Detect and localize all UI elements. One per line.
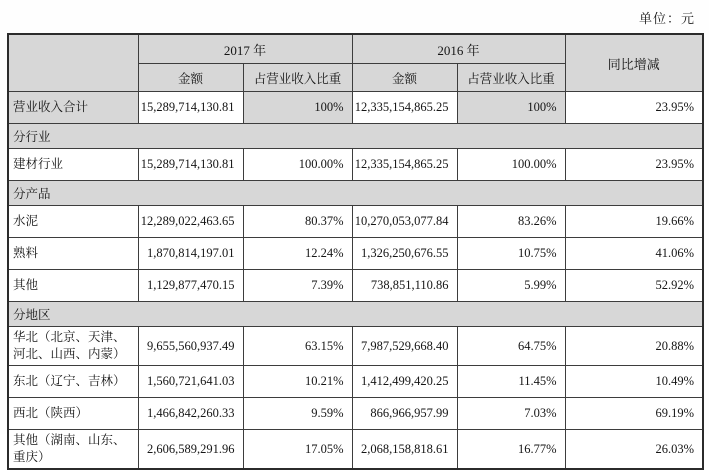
header-yoy-change: 同比增减 bbox=[565, 34, 703, 92]
share-2017: 17.05% bbox=[243, 430, 352, 470]
section-row bbox=[8, 302, 703, 327]
table-row bbox=[8, 149, 703, 181]
amount-2017: 1,466,842,260.33 bbox=[138, 398, 243, 430]
amount-2017: 15,289,714,130.81 bbox=[138, 92, 243, 124]
header-share-2016: 占营业收入比重 bbox=[457, 64, 565, 92]
share-2016: 7.03% bbox=[457, 398, 565, 430]
amount-2017: 1,129,877,470.15 bbox=[138, 270, 243, 302]
amount-2017: 1,560,721,641.03 bbox=[138, 366, 243, 398]
header-amount-2017: 金额 bbox=[138, 64, 243, 92]
amount-2017: 9,655,560,937.49 bbox=[138, 327, 243, 366]
amount-2017: 12,289,022,463.65 bbox=[138, 206, 243, 238]
amount-2016: 1,326,250,676.55 bbox=[352, 238, 457, 270]
header-year-2017: 2017 年 bbox=[138, 34, 352, 64]
share-2017: 63.15% bbox=[243, 327, 352, 366]
section-row bbox=[8, 124, 703, 149]
amount-2016: 12,335,154,865.25 bbox=[352, 149, 457, 181]
share-2017: 12.24% bbox=[243, 238, 352, 270]
share-2016: 16.77% bbox=[457, 430, 565, 470]
header-amount-2016: 金额 bbox=[352, 64, 457, 92]
amount-2016: 738,851,110.86 bbox=[352, 270, 457, 302]
share-2016: 10.75% bbox=[457, 238, 565, 270]
share-2016: 100% bbox=[457, 92, 565, 124]
row-label: 营业收入合计 bbox=[8, 92, 138, 124]
yoy-value: 19.66% bbox=[565, 206, 703, 238]
row-label: 西北（陕西） bbox=[8, 398, 138, 430]
table-row bbox=[8, 206, 703, 238]
amount-2017: 15,289,714,130.81 bbox=[138, 149, 243, 181]
amount-2016: 12,335,154,865.25 bbox=[352, 92, 457, 124]
amount-2016: 7,987,529,668.40 bbox=[352, 327, 457, 366]
share-2016: 11.45% bbox=[457, 366, 565, 398]
row-label: 建材行业 bbox=[8, 149, 138, 181]
table-row bbox=[8, 398, 703, 430]
share-2017: 9.59% bbox=[243, 398, 352, 430]
section-label: 分行业 bbox=[8, 124, 703, 149]
row-label: 熟料 bbox=[8, 238, 138, 270]
table-row bbox=[8, 327, 703, 366]
header-share-2017: 占营业收入比重 bbox=[243, 64, 352, 92]
section-row bbox=[8, 181, 703, 206]
header-year-2016: 2016 年 bbox=[352, 34, 565, 64]
yoy-value: 23.95% bbox=[565, 149, 703, 181]
amount-2017: 2,606,589,291.96 bbox=[138, 430, 243, 470]
yoy-value: 41.06% bbox=[565, 238, 703, 270]
amount-2017: 1,870,814,197.01 bbox=[138, 238, 243, 270]
header-empty-cell bbox=[8, 34, 138, 92]
share-2016: 83.26% bbox=[457, 206, 565, 238]
share-2017: 10.21% bbox=[243, 366, 352, 398]
table-row bbox=[8, 270, 703, 302]
amount-2016: 1,412,499,420.25 bbox=[352, 366, 457, 398]
share-2017: 100.00% bbox=[243, 149, 352, 181]
amount-2016: 2,068,158,818.61 bbox=[352, 430, 457, 470]
yoy-value: 20.88% bbox=[565, 327, 703, 366]
table-row bbox=[8, 366, 703, 398]
row-label: 水泥 bbox=[8, 206, 138, 238]
amount-2016: 10,270,053,077.84 bbox=[352, 206, 457, 238]
row-label: 东北（辽宁、吉林） bbox=[8, 366, 138, 398]
yoy-value: 69.19% bbox=[565, 398, 703, 430]
yoy-value: 23.95% bbox=[565, 92, 703, 124]
yoy-value: 10.49% bbox=[565, 366, 703, 398]
row-label: 其他（湖南、山东、重庆） bbox=[8, 430, 138, 470]
share-2017: 80.37% bbox=[243, 206, 352, 238]
share-2017: 7.39% bbox=[243, 270, 352, 302]
table-row bbox=[8, 92, 703, 124]
yoy-value: 52.92% bbox=[565, 270, 703, 302]
revenue-breakdown-table bbox=[7, 33, 704, 470]
amount-2016: 866,966,957.99 bbox=[352, 398, 457, 430]
share-2017: 100% bbox=[243, 92, 352, 124]
row-label: 其他 bbox=[8, 270, 138, 302]
yoy-value: 26.03% bbox=[565, 430, 703, 470]
header-row-years bbox=[8, 34, 703, 64]
share-2016: 5.99% bbox=[457, 270, 565, 302]
table-row bbox=[8, 238, 703, 270]
row-label: 华北（北京、天津、河北、山西、内蒙） bbox=[8, 327, 138, 366]
section-label: 分地区 bbox=[8, 302, 703, 327]
share-2016: 100.00% bbox=[457, 149, 565, 181]
unit-label: 单位：元 bbox=[638, 11, 695, 26]
table-row bbox=[8, 430, 703, 470]
section-label: 分产品 bbox=[8, 181, 703, 206]
share-2016: 64.75% bbox=[457, 327, 565, 366]
